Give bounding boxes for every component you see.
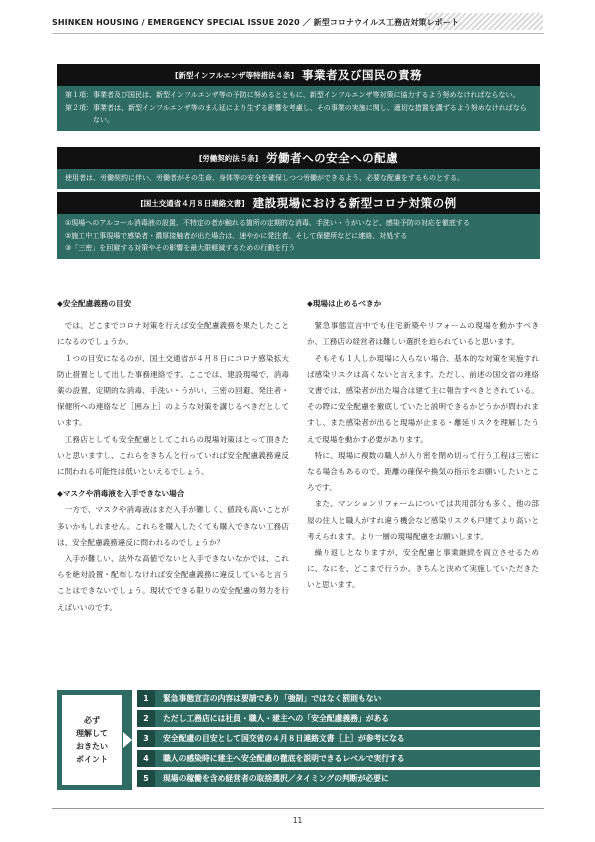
page-number: 11	[292, 816, 303, 825]
key-point-number: 2	[137, 710, 155, 727]
paragraph: では、どこまでコロナ対策を行えば安全配慮義務を果たしたことになるのでしょうか。	[57, 321, 289, 347]
law-box-title-bar	[57, 192, 540, 214]
key-point-text: 職人の感染時に建主へ安全配慮の徹底を説明できるレベルで実行する	[163, 754, 405, 763]
law-box-title: 建設現場における新型コロナ対策の例	[252, 196, 457, 210]
key-point-item	[137, 690, 540, 707]
running-header-text: SHINKEN HOUSING / EMERGENCY SPECIAL ISSUE 2020 ／ 新型コロナウイルス工務店対策レポート	[52, 17, 459, 27]
paragraph: 一方で、マスクや消毒液はまだ入手が難しく、値段も高いことが多いかもしれません。これらを購入したくても購入できない工務店は、安全配慮義務違反に問われるのでしょうか？	[57, 505, 289, 547]
law-box-title-bar	[57, 64, 540, 86]
running-header	[52, 13, 544, 31]
key-point-number: 3	[137, 730, 155, 747]
law-box-mlit	[57, 192, 540, 259]
law-box-tag: [国土交通省４月８日連絡文書]	[140, 198, 245, 208]
paragraph: 工務店としても安全配慮としてこれらの現場対策はとって頂きたいと思いますし、これらをきちんと行っていれば安全配慮義務違反に問われる可能性は低いといえるでしょう。	[57, 434, 289, 477]
paragraph: また、マンションリフォームについては共用部分も多く、他の部屋の住人と職人がすれ違う機会など感染リスクも戸建てより高いと考えられます。より一層の現場配慮をお願いします。	[307, 499, 539, 541]
paragraph: 緊急事態宣言中でも住宅新築やリフォームの現場を動かすべきか、工務店の経営者は難しい選択を迫られていると思います。	[307, 321, 539, 347]
law-item: 第２項： 事業者は、新型インフルエンザ等のまん延により生ずる影響を考慮し、その事業の実施に関し、適切な措置を講ずるよう努めなければならない。	[65, 103, 527, 124]
paragraph: 入手が難しい、法外な高値でないと入手できないなかでは、これらを絶対設置・配布しなければ安全配慮義務に違反していると言うことはできないでしょう。現状でできる限りの安全配慮の努力を行えばいいのです。	[57, 554, 289, 612]
header-divider	[52, 33, 544, 34]
measure-item: ① 現場へのアルコール消毒液の設置、不特定の者が触れる箇所の定期的な消毒、手洗い・うがいなど、感染予防の対応を徹底する	[65, 219, 470, 227]
measure-item: ③ 「三密」を回避する対策やその影響を最大限軽減するための行動を行う	[65, 244, 296, 252]
key-points-label: 必ず 理解して おきたい ポイント	[61, 694, 123, 786]
section-heading: ◆安全配慮義務の目安	[57, 299, 132, 308]
law-box-body	[57, 214, 540, 259]
key-point-item	[137, 730, 540, 747]
article-column-right	[307, 296, 539, 594]
law-box-tag: [新型インフルエンザ等特措法４条]	[174, 70, 295, 80]
key-point-item	[137, 750, 540, 767]
law-box-influenza	[57, 64, 540, 131]
law-box-body: 使用者は、労働契約に伴い、労働者がその生命、身体等の安全を確保しつつ労働ができるよう、必要な配慮をするものとする。	[57, 169, 540, 189]
key-point-text: 緊急事態宣言の内容は要請であり「強制」ではなく罰則もない	[163, 694, 382, 703]
paragraph: 特に、現場に複数の職人が入り密を閉め切って行う工程は三密になる場合もあるので、距離の確保や換気の指示をお願いしたいところです。	[307, 450, 539, 493]
footer-divider	[52, 808, 544, 809]
law-box-title: 事業者及び国民の責務	[302, 68, 423, 82]
law-box-labor	[57, 147, 540, 189]
section-heading: ◆マスクや消毒液を入手できない場合	[57, 489, 185, 499]
key-point-number: 1	[137, 690, 155, 707]
arrow-right-icon	[123, 732, 132, 748]
law-box-title-bar	[57, 147, 540, 169]
key-point-item	[137, 710, 540, 727]
article-column-left	[57, 296, 289, 616]
key-point-text: ただし工務店には社員・職人・建主への「安全配慮義務」がある	[163, 714, 390, 723]
key-points-panel	[57, 690, 540, 790]
paragraph: １つの目安になるのが、国土交通省が４月８日にコロナ感染拡大防止措置として出した事務連絡です。ここでは、建設現場で、消毒薬の設置、定期的な消毒、手洗い・うがい、三密の回避、発注者・保健所への連絡など［囲み上］のような対策を講じるべきだとしています。	[57, 353, 289, 428]
paragraph: 繰り返しとなりますが、安全配慮と事業継続を両立させるために、なにを、どこまで行うか、きちんと決めて実施していただきたいと思います。	[307, 548, 539, 590]
law-box-body	[57, 86, 540, 131]
law-item: 第１項： 事業者及び国民は、新型インフルエンザ等の予防に努めるとともに、新型インフルエンザ等対策に協力するよう努めなければならない。	[65, 91, 520, 99]
law-box-title: 労働者への安全への配慮	[266, 151, 399, 165]
key-point-text: 現場の稼働を含め経営者の取捨選択／タイミングの判断が必要に	[163, 774, 389, 783]
section-heading: ◆現場は止めるべきか	[307, 299, 382, 308]
key-point-text: 安全配慮の目安として国交省の４月８日連絡文書［上］が参考になる	[163, 734, 405, 743]
law-box-tag: [労働契約法５条]	[198, 153, 259, 163]
measure-item: ② 施工中工事現場で感染者・濃厚接触者が出た場合は、速やかに発注者、そして保健所などに連絡、対処する	[65, 231, 408, 240]
key-point-number: 4	[137, 750, 155, 767]
key-point-item	[137, 770, 540, 787]
key-point-number: 5	[137, 770, 155, 787]
paragraph: そもそも１人しか現場に入らない場合、基本的な対策を実施すれば感染リスクは高くないと言えます。ただし、前述の国交省の連絡文書では、感染者が出た場合は建て主に報告すべきとされている。その際に安全配慮を徹底していたと説明できるかどうかが問われますし、また感染者が出ると現場が止まる・離延リスクを理解したうえで現場を動かす必要があります。	[307, 353, 539, 444]
